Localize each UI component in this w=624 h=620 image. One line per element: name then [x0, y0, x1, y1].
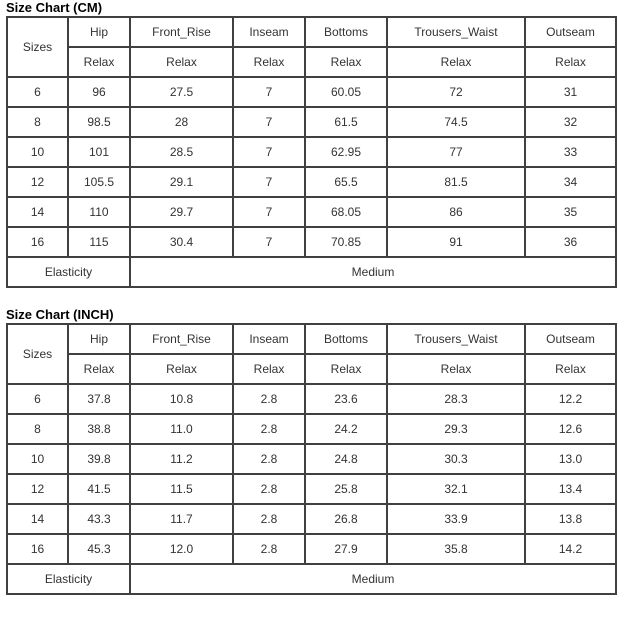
table-cell: 11.2: [130, 444, 233, 474]
elasticity-value: Medium: [130, 564, 616, 594]
column-header: Hip: [68, 324, 130, 354]
subheader-row: [7, 354, 616, 384]
table-cell: 28.3: [387, 384, 525, 414]
column-subheader: Relax: [130, 47, 233, 77]
subheader-row: [7, 47, 616, 77]
table-cell: 27.9: [305, 534, 387, 564]
column-header: Outseam: [525, 324, 616, 354]
table-cell: 77: [387, 137, 525, 167]
table-cell: 115: [68, 227, 130, 257]
table-cell: 101: [68, 137, 130, 167]
table-cell: 31: [525, 77, 616, 107]
table-cell: 2.8: [233, 444, 305, 474]
table-cell: 37.8: [68, 384, 130, 414]
table-cell: 34: [525, 167, 616, 197]
table-row: [7, 167, 616, 197]
table-cell: 2.8: [233, 384, 305, 414]
size-cell: 6: [7, 77, 68, 107]
table-cell: 36: [525, 227, 616, 257]
column-subheader: Relax: [130, 354, 233, 384]
table-cell: 7: [233, 137, 305, 167]
size-chart-inch: [0, 307, 624, 595]
elasticity-label: Elasticity: [7, 564, 130, 594]
size-cell: 8: [7, 414, 68, 444]
table-cell: 35: [525, 197, 616, 227]
column-subheader: Relax: [233, 47, 305, 77]
column-header: Inseam: [233, 17, 305, 47]
table-row: [7, 137, 616, 167]
table-cell: 60.05: [305, 77, 387, 107]
table-cell: 35.8: [387, 534, 525, 564]
table-cell: 96: [68, 77, 130, 107]
table-cell: 12.2: [525, 384, 616, 414]
table-row: [7, 197, 616, 227]
table-cell: 81.5: [387, 167, 525, 197]
header-row: [7, 324, 616, 354]
table-row: [7, 414, 616, 444]
column-header: Front_Rise: [130, 324, 233, 354]
table-cell: 32.1: [387, 474, 525, 504]
table-cell: 105.5: [68, 167, 130, 197]
header-row: [7, 17, 616, 47]
table-cell: 2.8: [233, 474, 305, 504]
column-subheader: Relax: [233, 354, 305, 384]
column-subheader: Relax: [387, 47, 525, 77]
column-header: Front_Rise: [130, 17, 233, 47]
table-cell: 2.8: [233, 534, 305, 564]
table-cell: 27.5: [130, 77, 233, 107]
table-cell: 68.05: [305, 197, 387, 227]
table-cell: 7: [233, 77, 305, 107]
table-cell: 13.0: [525, 444, 616, 474]
table-cell: 30.3: [387, 444, 525, 474]
table-row: [7, 474, 616, 504]
column-header: Trousers_Waist: [387, 17, 525, 47]
size-cell: 6: [7, 384, 68, 414]
table-cell: 74.5: [387, 107, 525, 137]
elasticity-label: Elasticity: [7, 257, 130, 287]
column-subheader: Relax: [68, 47, 130, 77]
table-row: [7, 504, 616, 534]
table-cell: 65.5: [305, 167, 387, 197]
table-cell: 61.5: [305, 107, 387, 137]
table-cell: 26.8: [305, 504, 387, 534]
table-cell: 11.7: [130, 504, 233, 534]
table-cell: 29.3: [387, 414, 525, 444]
table-cell: 29.1: [130, 167, 233, 197]
table-cell: 24.2: [305, 414, 387, 444]
size-cell: 12: [7, 474, 68, 504]
table-cell: 10.8: [130, 384, 233, 414]
table-cell: 39.8: [68, 444, 130, 474]
column-header: Hip: [68, 17, 130, 47]
table-cell: 62.95: [305, 137, 387, 167]
column-subheader: Relax: [305, 354, 387, 384]
chart-title: Size Chart (INCH): [6, 307, 114, 322]
table-cell: 12.6: [525, 414, 616, 444]
table-cell: 13.4: [525, 474, 616, 504]
table-row: [7, 384, 616, 414]
chart-title: Size Chart (CM): [6, 0, 103, 15]
table-cell: 24.8: [305, 444, 387, 474]
size-table: [6, 16, 617, 288]
table-row: [7, 227, 616, 257]
size-table: [6, 323, 617, 595]
sizes-header: Sizes: [7, 17, 68, 77]
table-cell: 33: [525, 137, 616, 167]
elasticity-value: Medium: [130, 257, 616, 287]
table-cell: 25.8: [305, 474, 387, 504]
elasticity-row: [7, 257, 616, 287]
table-cell: 28.5: [130, 137, 233, 167]
sizes-header: Sizes: [7, 324, 68, 384]
column-header: Trousers_Waist: [387, 324, 525, 354]
column-header: Bottoms: [305, 17, 387, 47]
table-cell: 43.3: [68, 504, 130, 534]
table-cell: 2.8: [233, 414, 305, 444]
table-cell: 23.6: [305, 384, 387, 414]
table-cell: 28: [130, 107, 233, 137]
column-subheader: Relax: [387, 354, 525, 384]
table-cell: 7: [233, 227, 305, 257]
size-cell: 14: [7, 197, 68, 227]
elasticity-row: [7, 564, 616, 594]
column-header: Outseam: [525, 17, 616, 47]
table-cell: 7: [233, 107, 305, 137]
table-row: [7, 444, 616, 474]
table-cell: 2.8: [233, 504, 305, 534]
table-cell: 14.2: [525, 534, 616, 564]
size-cell: 14: [7, 504, 68, 534]
size-cell: 16: [7, 227, 68, 257]
table-cell: 11.0: [130, 414, 233, 444]
table-cell: 12.0: [130, 534, 233, 564]
table-row: [7, 107, 616, 137]
table-cell: 110: [68, 197, 130, 227]
table-cell: 30.4: [130, 227, 233, 257]
column-subheader: Relax: [68, 354, 130, 384]
table-cell: 32: [525, 107, 616, 137]
table-cell: 38.8: [68, 414, 130, 444]
table-cell: 11.5: [130, 474, 233, 504]
column-subheader: Relax: [305, 47, 387, 77]
size-cell: 12: [7, 167, 68, 197]
column-header: Inseam: [233, 324, 305, 354]
size-cell: 8: [7, 107, 68, 137]
table-cell: 29.7: [130, 197, 233, 227]
table-cell: 86: [387, 197, 525, 227]
table-cell: 91: [387, 227, 525, 257]
table-cell: 13.8: [525, 504, 616, 534]
table-cell: 7: [233, 197, 305, 227]
table-row: [7, 534, 616, 564]
table-cell: 70.85: [305, 227, 387, 257]
table-cell: 41.5: [68, 474, 130, 504]
table-cell: 72: [387, 77, 525, 107]
size-cell: 16: [7, 534, 68, 564]
table-cell: 45.3: [68, 534, 130, 564]
table-row: [7, 77, 616, 107]
table-cell: 7: [233, 167, 305, 197]
column-subheader: Relax: [525, 47, 616, 77]
column-subheader: Relax: [525, 354, 616, 384]
column-header: Bottoms: [305, 324, 387, 354]
table-cell: 33.9: [387, 504, 525, 534]
size-cell: 10: [7, 137, 68, 167]
size-chart-cm: [0, 0, 624, 288]
size-cell: 10: [7, 444, 68, 474]
table-cell: 98.5: [68, 107, 130, 137]
